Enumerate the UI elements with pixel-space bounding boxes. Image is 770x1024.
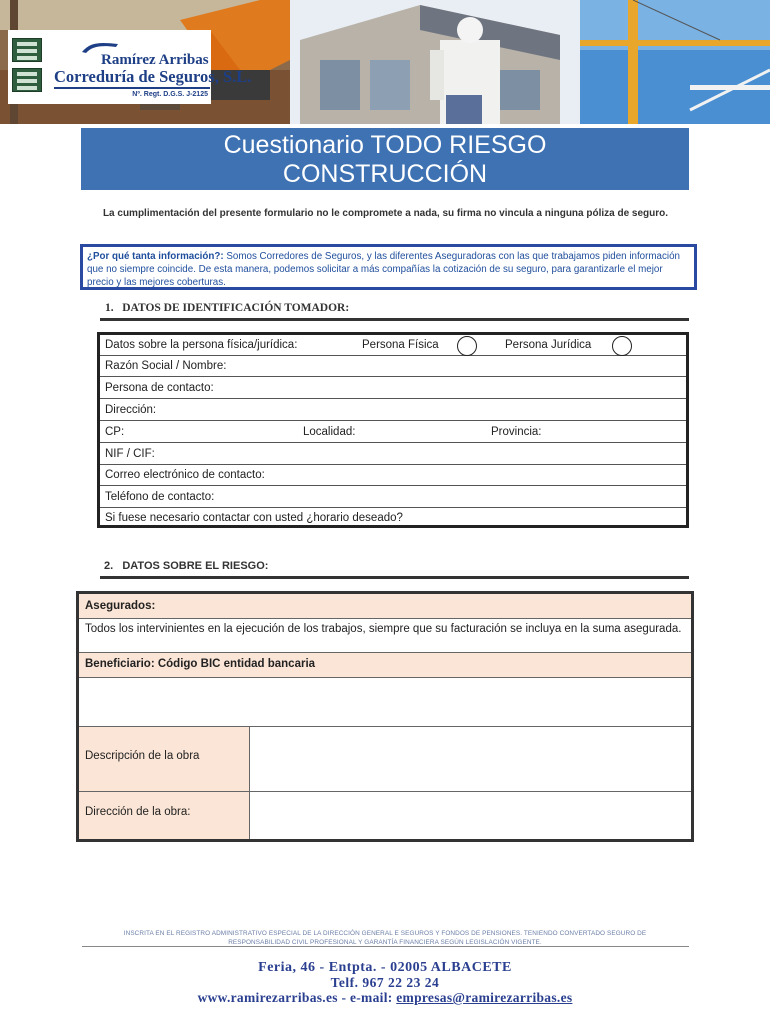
footer-legal-line1: INSCRITA EN EL REGISTRO ADMINISTRATIVO ESPECIAL DE LA DIRECCIÓN GENERAL E SEGUROS Y FONDOS DE PENSIONES. TENIENDO CONVERTADO SEGURO DE [123,930,647,937]
info-notice-answer: Somos Corredores de Seguros, y las diferentes Aseguradoras con las que trabajamos piden información que no siempre coincide. De esta manera, podemos solicitar a más compañías la cotización de su seguro, para garantizarle el mejor precio y las mejores coberturas. [87,251,680,288]
nif-cif-label: NIF / CIF: [105,448,155,460]
work-description-cell [79,727,250,791]
work-address-input[interactable] [251,792,691,839]
table-row[interactable] [100,356,686,377]
section2-heading [104,560,268,572]
title-line1: Cuestionario TODO RIESGO [223,131,547,159]
contact-person-label: Persona de contacto: [105,382,214,394]
footer-phone: Telf. 967 22 23 24 [330,975,440,990]
table-row[interactable] [100,465,686,486]
page-title [81,128,689,190]
table-row[interactable] [100,400,686,421]
logo-registration: Nº. Regt. D.G.S. J-2125 [132,91,208,98]
beneficiary-input-area[interactable] [79,678,691,727]
persona-juridica-label: Persona Jurídica [505,339,592,351]
insured-text: Todos los intervinientes en la ejecución de los trabajos, siempre que su facturación se incluya en la suma asegurada. [85,623,682,635]
footer-address: Feria, 46 - Entpta. - 02005 ALBACETE [258,960,512,975]
table-row[interactable] [100,487,686,508]
table-row [100,335,686,356]
persona-fisica-radio[interactable] [457,336,477,356]
header-banner [0,0,770,124]
table-row [79,653,691,678]
info-notice-box [80,244,697,290]
section2-divider [100,576,689,579]
work-address-cell [79,792,250,839]
email-label: Correo electrónico de contacto: [105,469,265,481]
work-description-input[interactable] [251,727,691,791]
table-row [79,792,691,839]
section2-number: 2. [104,560,114,572]
info-notice-question: ¿Por qué tanta información?: [87,251,224,262]
insured-label: Asegurados: [85,600,156,612]
title-line2: CONSTRUCCIÓN [282,160,488,188]
table-row[interactable] [100,444,686,465]
work-description-label: Descripción de la obra [85,750,200,762]
phone-label: Teléfono de contacto: [105,491,215,503]
company-logo [8,30,252,104]
footer-contact-line [0,990,770,1006]
table-row [79,727,691,792]
policyholder-table [97,332,689,528]
locality-label: Localidad: [303,426,356,438]
persona-juridica-radio[interactable] [612,336,632,356]
table-row[interactable] [100,422,686,443]
section1-heading [105,302,349,314]
table-row [79,594,691,619]
footer-legal-text [82,929,688,947]
logo-name-line1: Ramírez Arribas [101,52,209,68]
razon-social-label: Razón Social / Nombre: [105,360,227,372]
table-row[interactable] [100,378,686,399]
disclaimer-text: La cumplimentación del presente formulario no le compromete a nada, su firma no vincula a ninguna póliza de seguro. [102,208,669,219]
risk-table [76,591,694,842]
section1-title: DATOS DE IDENTIFICACIÓN TOMADOR: [122,302,350,314]
table-row[interactable] [100,508,686,529]
logo-name-line2: Correduría de Seguros, S.L. [54,67,252,86]
footer-divider [82,946,689,947]
section1-number: 1. [105,302,114,314]
person-type-label: Datos sobre la persona física/jurídica: [105,339,298,351]
footer-email-link[interactable]: empresas@ramirezarribas.es [396,990,573,1005]
work-address-label: Dirección de la obra: [85,806,191,818]
persona-fisica-label: Persona Física [362,339,439,351]
province-label: Provincia: [491,426,542,438]
logo-underline [54,87,210,89]
beneficiary-label: Beneficiario: Código BIC entidad bancaria [85,658,316,670]
footer-web: www.ramirezarribas.es - e-mail: [197,990,397,1005]
footer-legal-line2: RESPONSABILIDAD CIVIL PROFESIONAL Y GARANTÍA FINANCIERA SEGÚN LEGISLACIÓN VIGENTE. [228,939,542,946]
postal-code-label: CP: [105,426,125,438]
iso-badge-icon [12,38,42,62]
table-row [79,619,691,653]
iso-badge-icon [12,68,42,92]
section1-divider [100,318,689,321]
address-label: Dirección: [105,404,157,416]
contact-schedule-label: Si fuese necesario contactar con usted ¿horario deseado? [105,512,403,524]
section2-title: DATOS SOBRE EL RIESGO: [122,560,269,572]
